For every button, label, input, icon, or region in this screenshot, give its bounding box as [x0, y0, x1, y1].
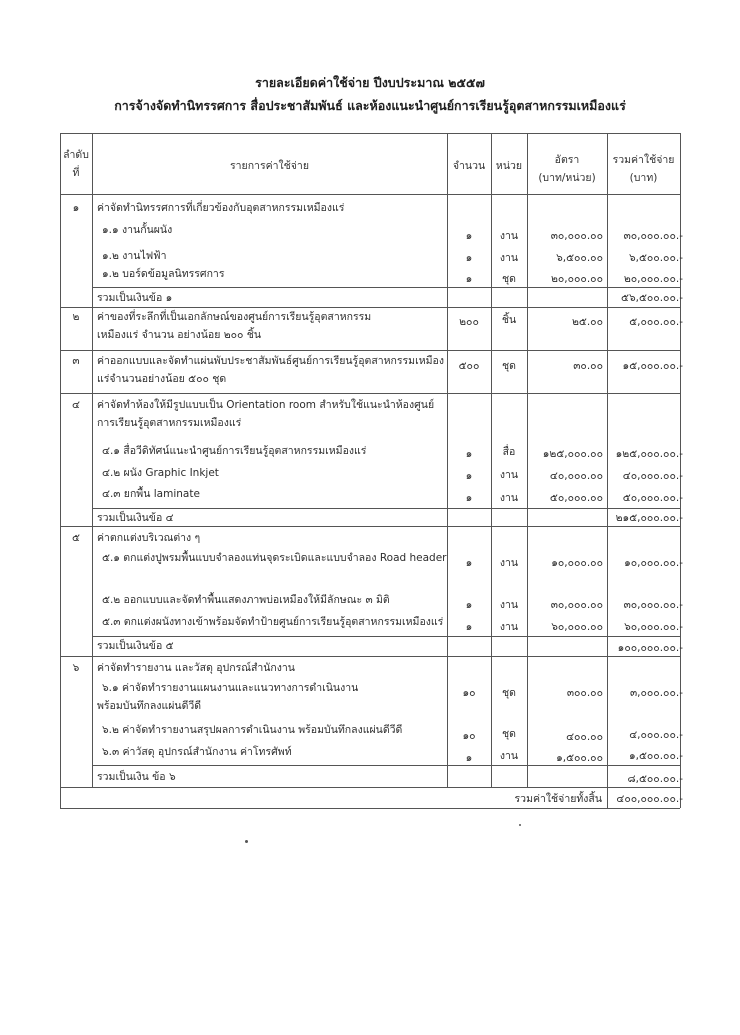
row-divider — [60, 307, 680, 308]
qty-cell: ๑ — [465, 557, 473, 569]
table-border-bottom — [60, 808, 680, 809]
rate-cell: ๓๐,๐๐๐.๐๐ — [550, 230, 603, 242]
qty-cell: ๑๐ — [462, 730, 476, 742]
qty-cell: ๑ — [465, 273, 473, 285]
col-divider — [92, 133, 93, 787]
header-rate: อัตรา — [554, 154, 580, 166]
total-cell: ๑๕,๐๐๐.๐๐.- — [622, 360, 683, 372]
total-cell: ๖๐,๐๐๐.๐๐.- — [624, 621, 683, 633]
subtotal-label: รวมเป็นเงินข้อ ๕ — [97, 640, 174, 652]
item-label: ๕.๒ ออกแบบและจัดทำพื้นแสดงภาพบ่อเหมืองให้มีลักษณะ ๓ มิติ — [102, 594, 390, 606]
item-label: ๖.๑ ค่าจัดทำรายงานแผนงานและแนวทางการดำเนินงาน — [102, 682, 359, 694]
table-border-top — [60, 133, 680, 134]
rate-cell: ๓๐.๐๐ — [573, 360, 603, 372]
header-rate-2: (บาท/หน่วย) — [538, 172, 596, 184]
total-cell: ๖,๕๐๐.๐๐.- — [628, 252, 683, 264]
item-label: ๕.๑ ตกแต่งปูพรมพื้นแบบจำลองแท่นจุดระเบิดและแบบจำลอง Road header — [102, 552, 447, 564]
unit-cell: งาน — [499, 621, 519, 633]
rate-cell: ๓๐๐.๐๐ — [566, 687, 603, 699]
rate-cell: ๖,๕๐๐.๐๐ — [556, 252, 603, 264]
qty-cell: ๑ — [465, 752, 473, 764]
subtotal-label: รวมเป็นเงิน ข้อ ๖ — [97, 771, 176, 783]
item-label: ๑.๒ บอร์ดข้อมูลนิทรรศการ — [102, 268, 225, 280]
unit-cell: งาน — [499, 252, 519, 264]
row-divider — [60, 787, 680, 788]
qty-cell: ๑๐ — [462, 687, 476, 699]
unit-cell: งาน — [499, 750, 519, 762]
total-cell: ๑๐,๐๐๐.๐๐.- — [624, 557, 683, 569]
header-divider — [60, 194, 680, 195]
rate-cell: ๒๕.๐๐ — [571, 316, 603, 328]
col-divider — [60, 133, 61, 808]
scan-speck — [519, 824, 521, 826]
unit-cell: ชุด — [502, 687, 516, 699]
grand-total-label: รวมค่าใช้จ่ายทั้งสิ้น — [514, 793, 602, 805]
rate-cell: ๔๐,๐๐๐.๐๐ — [549, 470, 603, 482]
rate-cell: ๖๐,๐๐๐.๐๐ — [551, 621, 603, 633]
rate-cell: ๕๐,๐๐๐.๐๐ — [549, 492, 603, 504]
item-label: พร้อมบันทึกลงแผ่นดีวีดี — [97, 700, 202, 712]
subtotal-label: รวมเป็นเงินข้อ ๔ — [97, 512, 174, 524]
subtotal-value: ๒๑๕,๐๐๐.๐๐.- — [615, 512, 683, 524]
qty-cell: ๒๐๐ — [459, 316, 479, 328]
item-label: ค่าของที่ระลึกที่เป็นเอกลักษณ์ของศูนย์การเรียนรู้อุตสาหกรรม — [97, 311, 372, 323]
row-number: ๑ — [72, 202, 80, 214]
qty-cell: ๑ — [465, 599, 473, 611]
item-label: แร่จำนวนอย่างน้อย ๕๐๐ ชุด — [97, 373, 227, 385]
row-number: ๒ — [72, 311, 80, 323]
subtotal-value: ๘,๕๐๐.๐๐.- — [627, 773, 683, 785]
rate-cell: ๑๒๕,๐๐๐.๐๐ — [542, 448, 603, 460]
total-cell: ๔,๐๐๐.๐๐.- — [629, 729, 683, 741]
total-cell: ๕๐,๐๐๐.๐๐.- — [622, 492, 683, 504]
unit-cell: สื่อ — [502, 446, 516, 458]
section-title: ค่าจัดทำรายงาน และวัสดุ อุปกรณ์สำนักงาน — [97, 662, 295, 674]
scan-speck — [245, 840, 248, 843]
item-label: ๔.๓ ยกพื้น laminate — [102, 488, 200, 500]
section-title: ค่าจัดทำห้องให้มีรูปแบบเป็น Orientation room สำหรับใช้แนะนำห้องศูนย์ — [97, 399, 435, 411]
row-divider — [60, 393, 680, 394]
item-label: ๔.๒ ผนัง Graphic Inkjet — [102, 467, 219, 479]
header-unit: หน่วย — [495, 160, 523, 172]
qty-cell: ๑ — [465, 470, 473, 482]
row-divider — [60, 526, 680, 527]
grand-total-value: ๔๐๐,๐๐๐.๐๐.- — [616, 793, 683, 805]
row-divider — [92, 508, 680, 509]
qty-cell: ๑ — [465, 230, 473, 242]
qty-cell: ๑ — [465, 252, 473, 264]
header-qty: จำนวน — [452, 160, 486, 172]
row-number: ๕ — [72, 532, 80, 544]
row-divider — [60, 350, 680, 351]
total-cell: ๔๐,๐๐๐.๐๐.- — [622, 470, 683, 482]
item-label: ๑.๒ งานไฟฟ้า — [102, 250, 167, 262]
qty-cell: ๑ — [465, 448, 473, 460]
rate-cell: ๒๐,๐๐๐.๐๐ — [550, 273, 603, 285]
rate-cell: ๓๐,๐๐๐.๐๐ — [550, 599, 603, 611]
header-total-2: (บาท) — [629, 172, 658, 184]
document-title: รายละเอียดค่าใช้จ่าย ปีงบประมาณ ๒๕๕๗ — [255, 75, 485, 90]
unit-cell: ชุด — [502, 728, 516, 740]
total-cell: ๓,๐๐๐.๐๐.- — [629, 687, 683, 699]
subtotal-value: ๑๐๐,๐๐๐.๐๐.- — [617, 642, 683, 654]
unit-cell: งาน — [499, 492, 519, 504]
item-label: ค่าออกแบบและจัดทำแผ่นพับประชาสัมพันธ์ศูนย์การเรียนรู้อุตสาหกรรมเหมือง — [97, 355, 444, 367]
section-title: การเรียนรู้อุตสาหกรรมเหมืองแร่ — [97, 417, 242, 429]
unit-cell: ชุด — [502, 360, 516, 372]
qty-cell: ๑ — [465, 621, 473, 633]
total-cell: ๓๐,๐๐๐.๐๐.- — [623, 230, 683, 242]
unit-cell: ชุด — [502, 273, 516, 285]
unit-cell: งาน — [499, 599, 519, 611]
row-divider — [60, 656, 680, 657]
subtotal-label: รวมเป็นเงินข้อ ๑ — [97, 292, 173, 304]
header-item: รายการค่าใช้จ่าย — [230, 160, 309, 172]
document-subtitle: การจ้างจัดทำนิทรรศการ สื่อประชาสัมพันธ์ และห้องแนะนำศูนย์การเรียนรู้อุตสาหกรรมเหมืองแร่ — [114, 98, 626, 113]
item-label: เหมืองแร่ จำนวน อย่างน้อย ๒๐๐ ชิ้น — [97, 329, 262, 341]
header-no: ลำดับ — [63, 149, 89, 161]
unit-cell: งาน — [499, 469, 519, 481]
section-title: ค่าตกแต่งบริเวณต่าง ๆ — [97, 532, 201, 544]
item-label: ๔.๑ สื่อวีดิทัศน์แนะนำศูนย์การเรียนรู้อุตสาหกรรมเหมืองแร่ — [102, 445, 367, 457]
item-label: ๑.๑ งานกั้นผนัง — [102, 224, 173, 236]
total-cell: ๑๒๕,๐๐๐.๐๐.- — [615, 448, 683, 460]
item-label: ๖.๒ ค่าจัดทำรายงานสรุปผลการดำเนินงาน พร้อมบันทึกลงแผ่นดีวีดี — [102, 724, 403, 736]
row-number: ๔ — [72, 399, 80, 411]
rate-cell: ๑๐,๐๐๐.๐๐ — [551, 557, 603, 569]
row-number: ๖ — [72, 662, 80, 674]
rate-cell: ๑,๕๐๐.๐๐ — [556, 752, 603, 764]
header-no-2: ที่ — [72, 167, 80, 179]
qty-cell: ๑ — [465, 492, 473, 504]
unit-cell: งาน — [499, 230, 519, 242]
item-label: ๖.๓ ค่าวัสดุ อุปกรณ์สำนักงาน ค่าโทรศัพท์ — [102, 746, 292, 758]
item-label: ๕.๓ ตกแต่งผนังทางเข้าพร้อมจัดทำป้ายศูนย์การเรียนรู้อุตสาหกรรมเหมืองแร่ — [102, 616, 444, 628]
total-cell: ๒๐,๐๐๐.๐๐.- — [623, 273, 683, 285]
total-cell: ๕,๐๐๐.๐๐.- — [629, 316, 683, 328]
row-divider — [92, 636, 680, 637]
rate-cell: ๔๐๐.๐๐ — [566, 731, 603, 743]
header-total: รวมค่าใช้จ่าย — [612, 154, 675, 166]
total-cell: ๓๐,๐๐๐.๐๐.- — [623, 599, 683, 611]
row-number: ๓ — [72, 355, 80, 367]
section-title: ค่าจัดทำนิทรรศการที่เกี่ยวข้องกับอุตสาหกรรมเหมืองแร่ — [97, 202, 345, 214]
row-divider — [92, 287, 680, 288]
total-cell: ๑,๕๐๐.๐๐.- — [628, 750, 683, 762]
unit-cell: ชิ้น — [501, 314, 517, 326]
unit-cell: งาน — [499, 557, 519, 569]
qty-cell: ๕๐๐ — [458, 360, 480, 372]
subtotal-value: ๕๖,๕๐๐.๐๐.- — [621, 292, 683, 304]
